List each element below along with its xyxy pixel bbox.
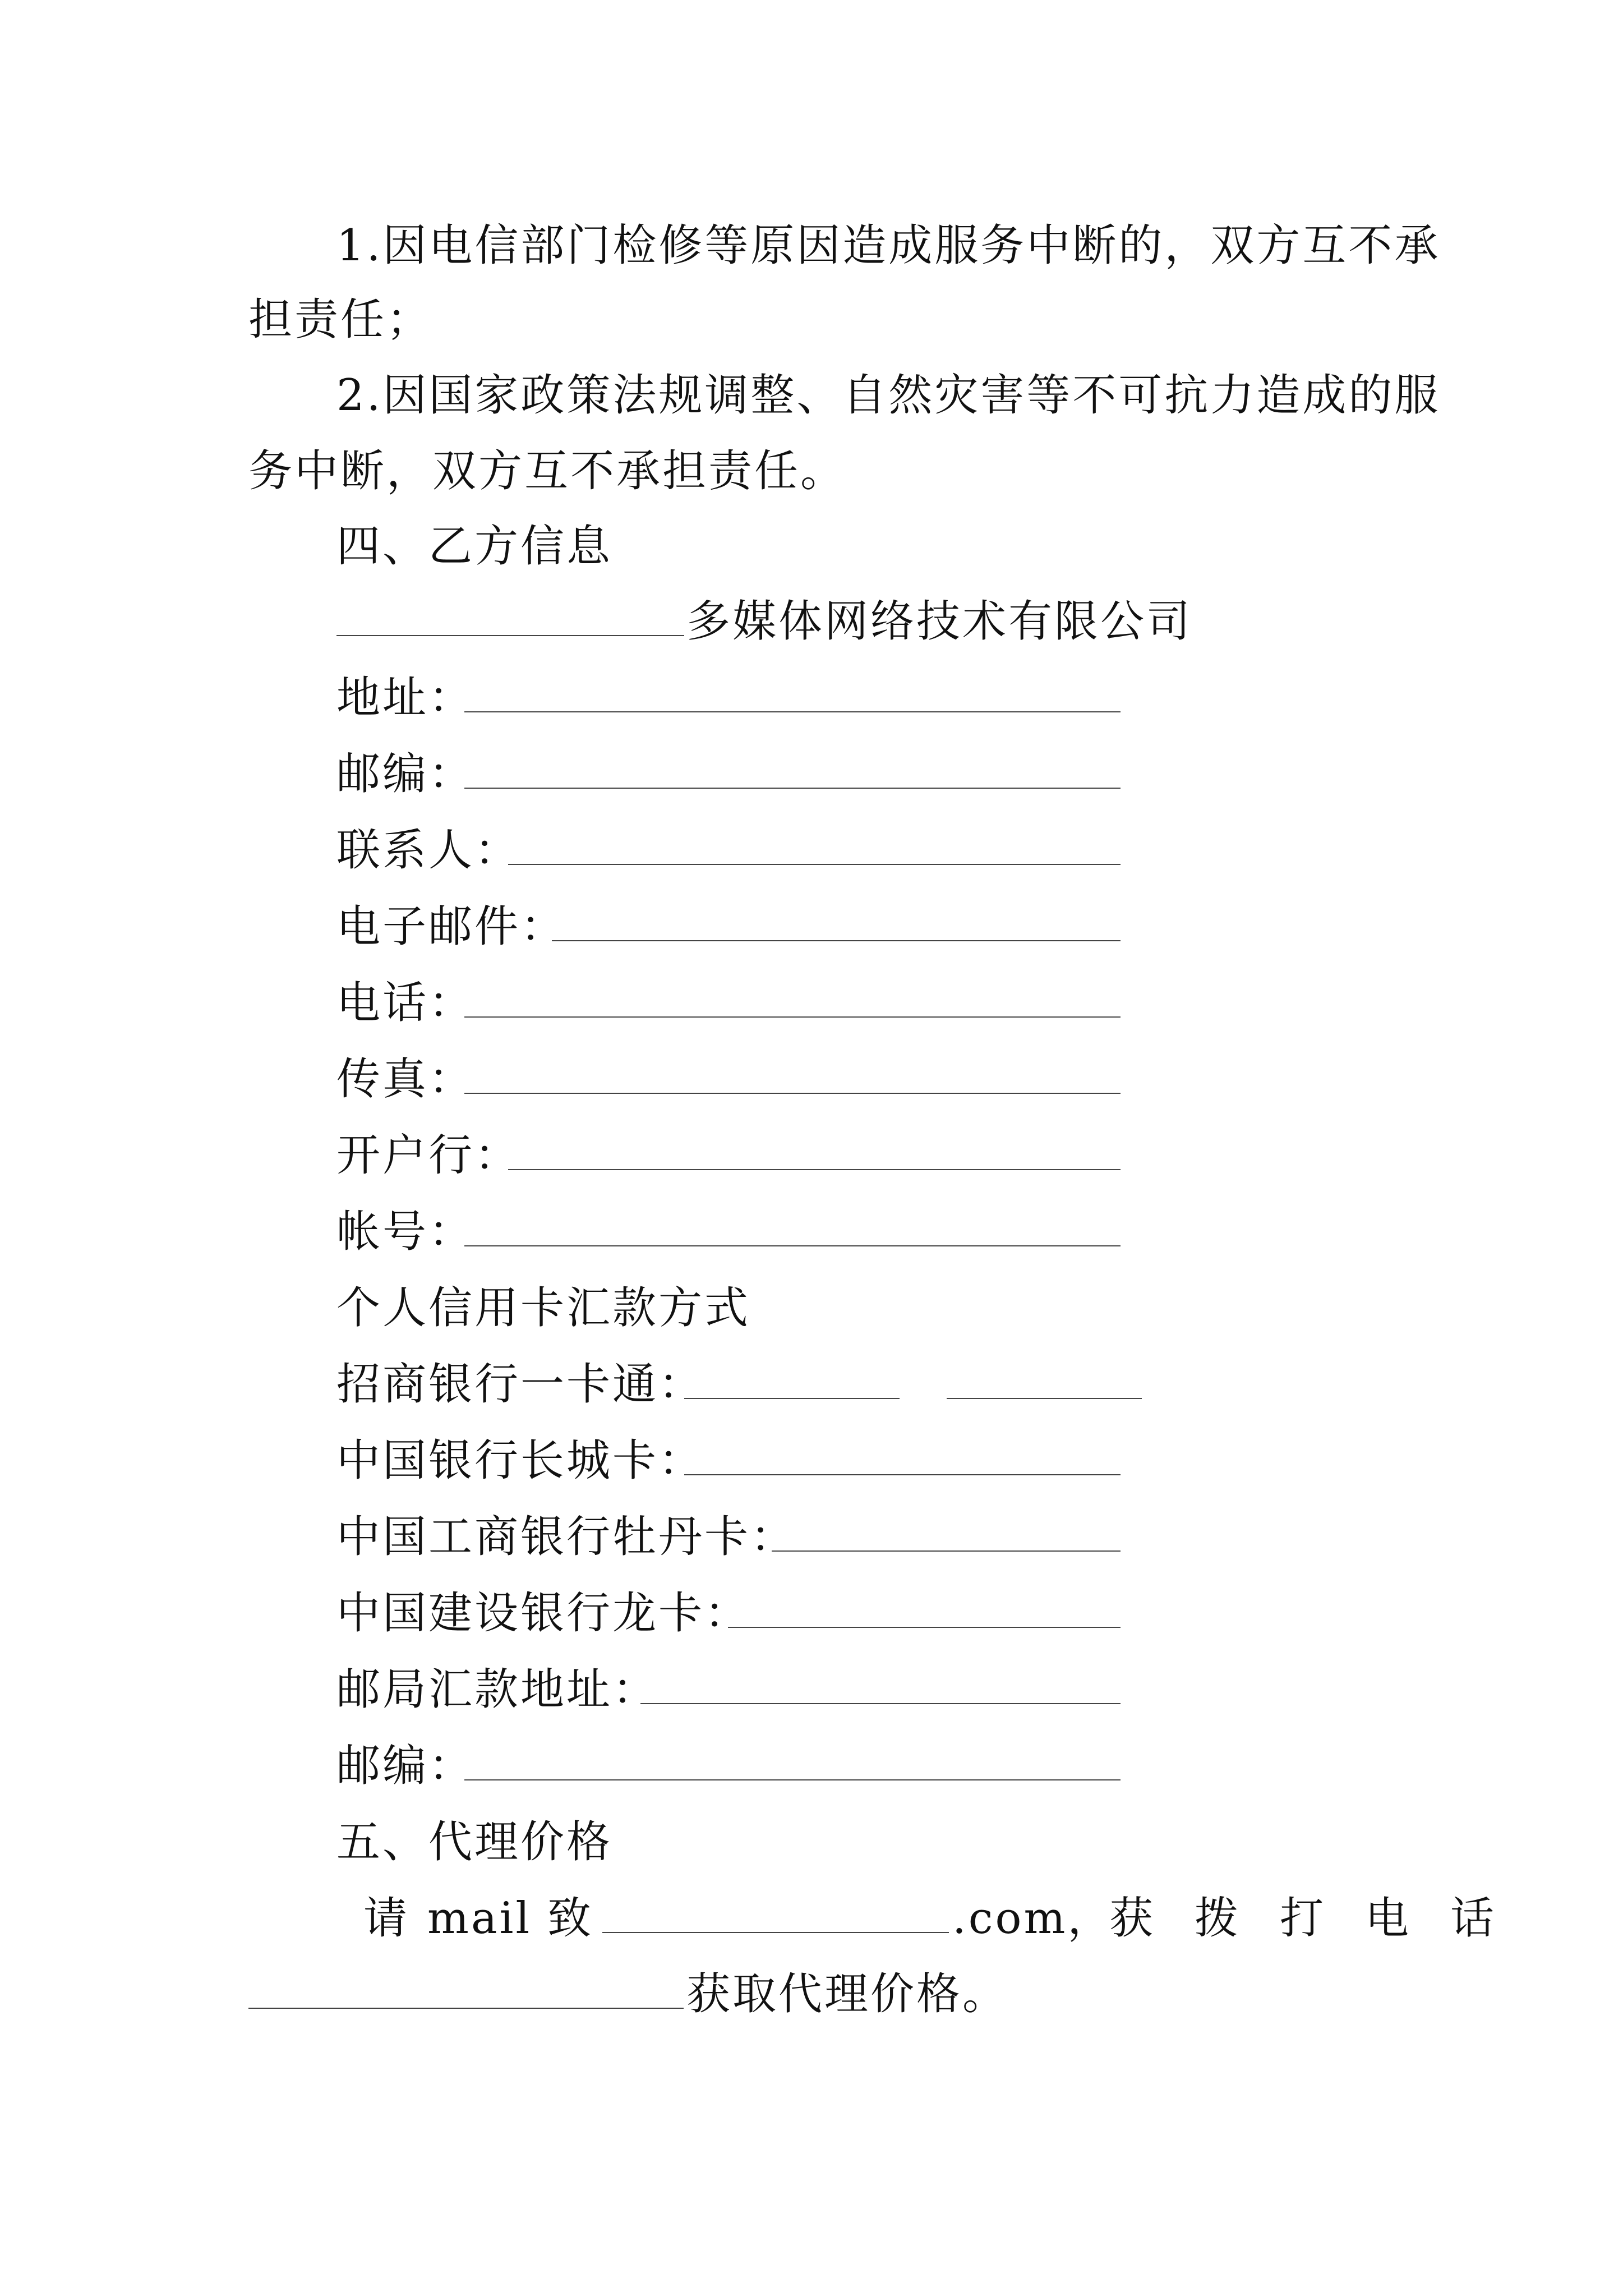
email-blank[interactable] [552, 940, 1121, 941]
field-label: 电话： [336, 978, 475, 1028]
field-label: 中国银行长城卡： [336, 1435, 705, 1486]
post-postcode-blank[interactable] [464, 1779, 1121, 1780]
field-label: 招商银行一卡通： [336, 1359, 705, 1410]
field-label: 邮局汇款地址： [336, 1664, 659, 1715]
account-blank[interactable] [464, 1245, 1121, 1246]
field-label: 帐号： [336, 1207, 475, 1257]
mail-address-blank[interactable] [602, 1932, 949, 1933]
field-label: 传真： [336, 1054, 475, 1105]
field-label: 联系人： [336, 825, 521, 876]
bank-blank[interactable] [508, 1169, 1121, 1170]
field-label: 中国工商银行牡丹卡： [336, 1512, 797, 1562]
contact-blank[interactable] [508, 864, 1121, 865]
field-label: 邮编： [336, 1741, 475, 1791]
fax-blank[interactable] [464, 1093, 1121, 1094]
cmb-card-blank-1[interactable] [684, 1398, 900, 1399]
post-address-blank[interactable] [640, 1703, 1121, 1704]
address-blank[interactable] [464, 711, 1121, 712]
ccb-card-blank[interactable] [728, 1627, 1121, 1628]
field-label: 电子邮件： [336, 901, 567, 952]
postcode-blank[interactable] [464, 788, 1121, 789]
boc-card-blank[interactable] [684, 1474, 1121, 1475]
cmb-card-blank-2[interactable] [947, 1398, 1142, 1399]
field-label: 中国建设银行龙卡： [336, 1588, 751, 1639]
field-label: 邮编： [336, 749, 475, 799]
field-label: 开户行： [336, 1130, 521, 1181]
icbc-card-blank[interactable] [772, 1550, 1121, 1552]
company-name-blank[interactable] [336, 635, 684, 636]
phone-blank[interactable] [464, 1016, 1121, 1018]
field-label: 地址： [336, 673, 475, 723]
phone-number-blank[interactable] [248, 2008, 684, 2009]
